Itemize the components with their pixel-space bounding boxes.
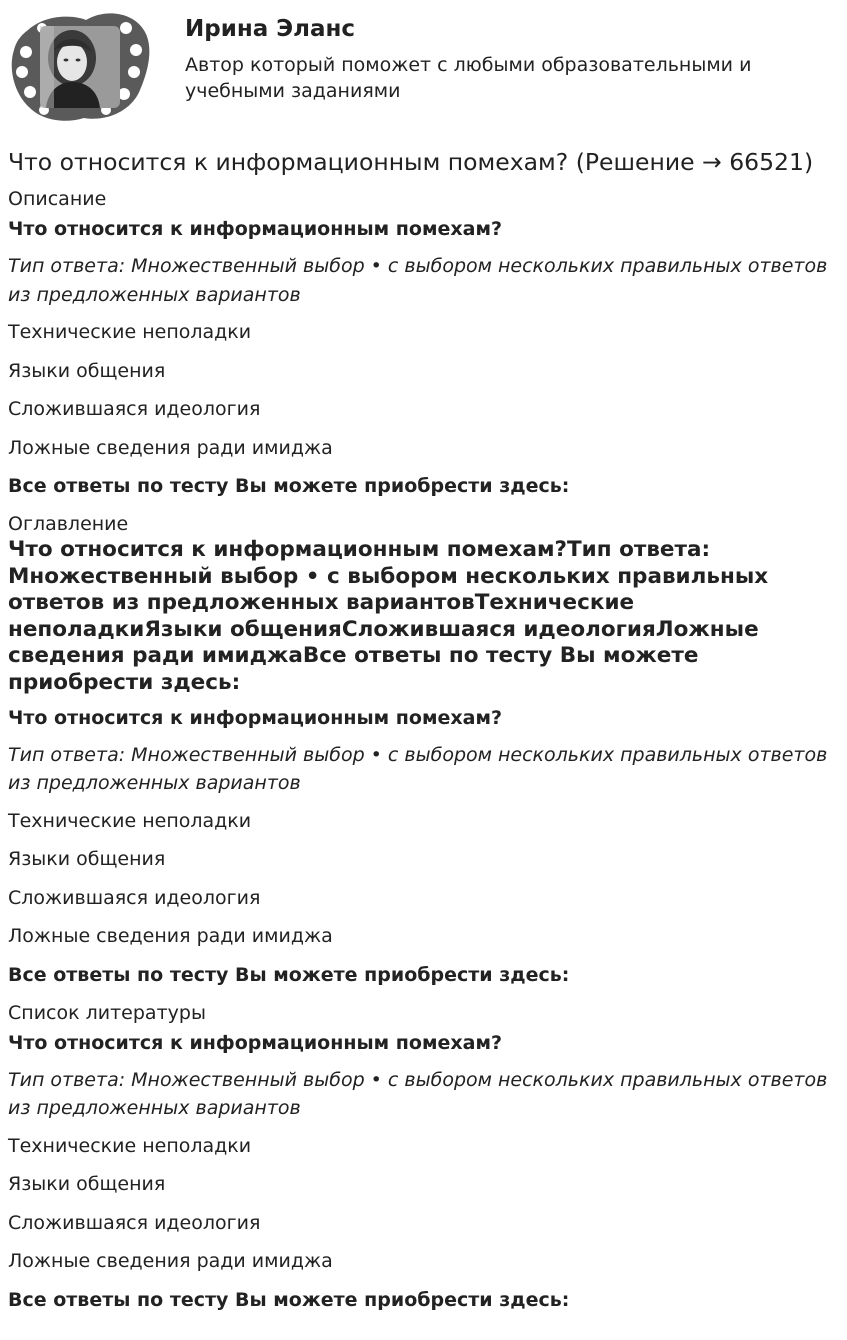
author-description: Автор который поможет с любыми образовательными и учебными заданиями	[185, 54, 752, 102]
answer-option: Сложившаяся идеология	[8, 398, 261, 420]
answer-type: Тип ответа: Множественный выбор • с выбором нескольких правильных ответов из предложенных вариантов	[8, 255, 828, 306]
answer-option: Ложные сведения ради имиджа	[8, 925, 333, 948]
question-heading: Что относится к информационным помехам?	[8, 706, 503, 729]
author-card	[8, 6, 838, 130]
buy-note: Все ответы по тесту Вы можете приобрести здесь:	[8, 475, 570, 497]
buy-note: Все ответы по тесту Вы можете приобрести здесь:	[8, 963, 570, 986]
answer-option: Технические неполадки	[8, 809, 252, 832]
buy-note: Все ответы по тесту Вы можете приобрести здесь:	[8, 1288, 570, 1311]
page-title: Что относится к информационным помехам? (Решение → 66521)	[8, 148, 814, 176]
section-label-bibliography: Список литературы	[8, 1001, 206, 1024]
main-content	[8, 186, 838, 1313]
section-label-description: Описание	[8, 188, 107, 210]
answer-option: Сложившаяся идеология	[8, 1211, 261, 1234]
answer-type: Тип ответа: Множественный выбор • с выбором нескольких правильных ответов из предложенных вариантов	[8, 1068, 828, 1120]
answer-option: Технические неполадки	[8, 321, 252, 343]
answer-type: Тип ответа: Множественный выбор • с выбором нескольких правильных ответов из предложенных вариантов	[8, 743, 828, 795]
answer-option: Технические неполадки	[8, 1134, 252, 1157]
answer-option: Языки общения	[8, 848, 166, 871]
answer-option: Языки общения	[8, 1173, 166, 1196]
answer-option: Сложившаяся идеология	[8, 886, 261, 909]
answer-option: Ложные сведения ради имиджа	[8, 436, 333, 459]
answer-option: Ложные сведения ради имиджа	[8, 1250, 333, 1273]
section-label-toc: Оглавление	[8, 513, 129, 535]
answer-option: Языки общения	[8, 359, 166, 382]
toc-combined-text: Что относится к информационным помехам?Тип ответа: Множественный выбор • с выбором нескольких правильных ответов из предложенных вариантовТехнические неполадкиЯзыки общенияСложившаяся идеологияЛожные сведения ради имиджаВсе ответы по тесту Вы можете приобрести здесь:	[8, 537, 769, 695]
author-name: Ирина Эланс	[185, 16, 356, 42]
question-heading: Что относится к информационным помехам?	[8, 1031, 503, 1054]
author-avatar	[8, 6, 153, 126]
question-heading: Что относится к информационным помехам?	[8, 218, 503, 240]
